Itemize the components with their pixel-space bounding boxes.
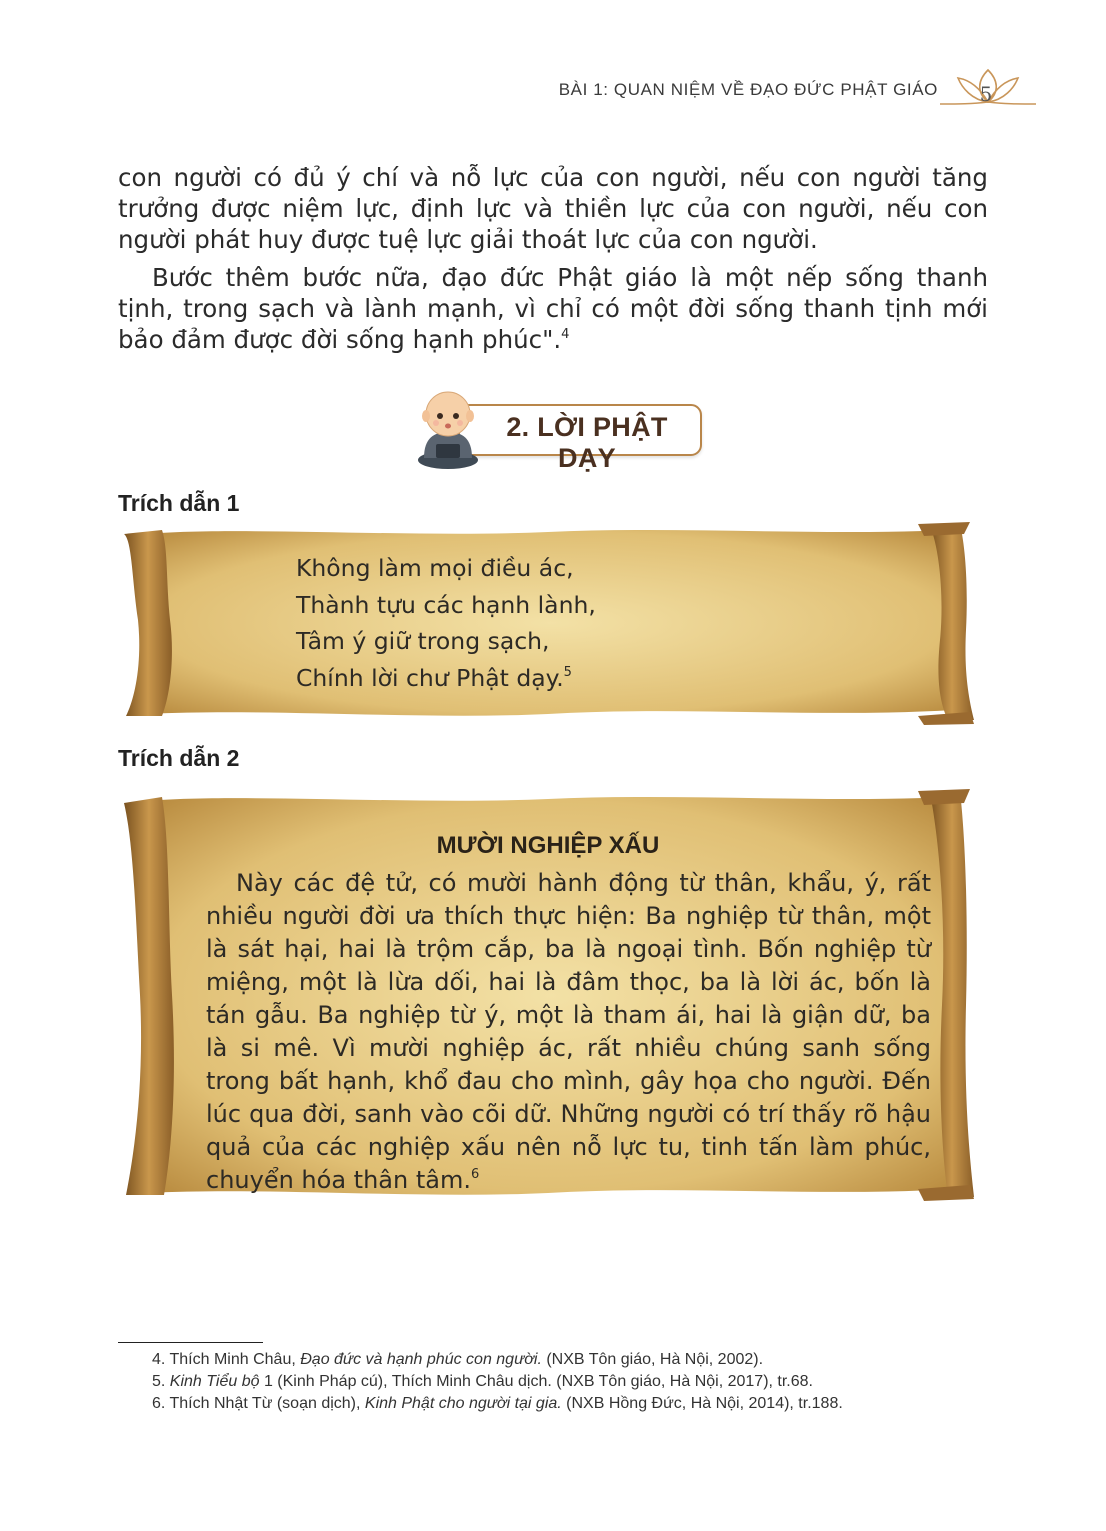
scroll-title: MƯỜI NGHIỆP XẤU (436, 832, 660, 859)
scroll-panel-1 (118, 520, 978, 725)
poem-line: Thành tựu các hạnh lành, (296, 590, 596, 619)
scroll-text: Này các đệ tử, có mười hành động từ thân, khẩu, ý, rất nhiều người đời ưa thích thực hiện: Ba nghiệp từ thân, một là sát hại, hai là trộm cắp, ba là ngoại tình. Bốn nghiệp từ miệng, một là lừa dối, hai là đâm thọc, ba là lời ác, bốn là tán gẫu. Ba nghiệp từ ý, một là tham ái, hai là giận dữ, ba là si mê. Vì mười nghiệp ác, rất nhiều chúng sanh sống trong bất hạnh, khổ đau cho mình, gây họa cho người. Đến lúc qua đời, sanh vào cõi dữ. Những người có trí thấy rõ hậu quả của các nghiệp xấu nên nỗ lực tu, tinh tấn làm phúc, chuyển hóa thân tâm. (206, 869, 931, 1194)
poem (296, 550, 596, 696)
poem-line: Tâm ý giữ trong sạch, (296, 627, 550, 655)
running-title: BÀI 1: QUAN NIỆM VỀ ĐẠO ĐỨC PHẬT GIÁO (558, 80, 938, 99)
footnote-divider (118, 1342, 263, 1343)
page-number: 5 (979, 82, 993, 106)
footnote-ref-6[interactable]: 6 (470, 1167, 480, 1182)
scroll-panel-2 (118, 785, 978, 1205)
quote-1-label: Trích dẫn 1 (118, 490, 240, 516)
poem-line: Không làm mọi điều ác, (296, 554, 574, 582)
paragraph-1 (118, 162, 988, 255)
footnote-6: 6. Thích Nhật Từ (soạn dịch), Kinh Phật cho người tại gia. (NXB Hồng Đức, Hà Nội, 2014), tr.188. (152, 1395, 843, 1412)
paragraph-1-text: con người có đủ ý chí và nỗ lực của con người, nếu con người tăng trưởng được niệm lực, định lực và thiền lực của con người, nếu con người phát huy được tuệ lực giải thoát lực của con người. (118, 163, 988, 254)
running-header (0, 74, 1106, 114)
paragraph-2 (118, 262, 988, 355)
section-title-box (458, 404, 702, 473)
footnote-ref-5[interactable]: 5 (563, 664, 572, 680)
footnotes (118, 1349, 988, 1415)
section-title: 2. LỜI PHẬT DẠY (506, 412, 668, 473)
footnote-ref-4[interactable]: 4 (561, 327, 570, 342)
paragraph-2-text: Bước thêm bước nữa, đạo đức Phật giáo là một nếp sống thanh tịnh, trong sạch và lành mạnh, vì chỉ có một đời sống thanh tịnh mới bảo đảm được đời sống hạnh phúc". (118, 263, 988, 354)
quote-2-label: Trích dẫn 2 (118, 745, 240, 771)
poem-line: Chính lời chư Phật dạy. (296, 663, 564, 692)
scroll-text-block (206, 867, 931, 1197)
footnote-5: 5. Kinh Tiểu bộ 1 (Kinh Pháp cú), Thích Minh Châu dịch. (NXB Tôn giáo, Hà Nội, 2017), tr.68. (152, 1373, 813, 1390)
section-heading (408, 386, 700, 473)
footnote-4: 4. Thích Minh Châu, Đạo đức và hạnh phúc con người. (NXB Tôn giáo, Hà Nội, 2002). (152, 1351, 764, 1368)
monk-icon (408, 386, 490, 470)
